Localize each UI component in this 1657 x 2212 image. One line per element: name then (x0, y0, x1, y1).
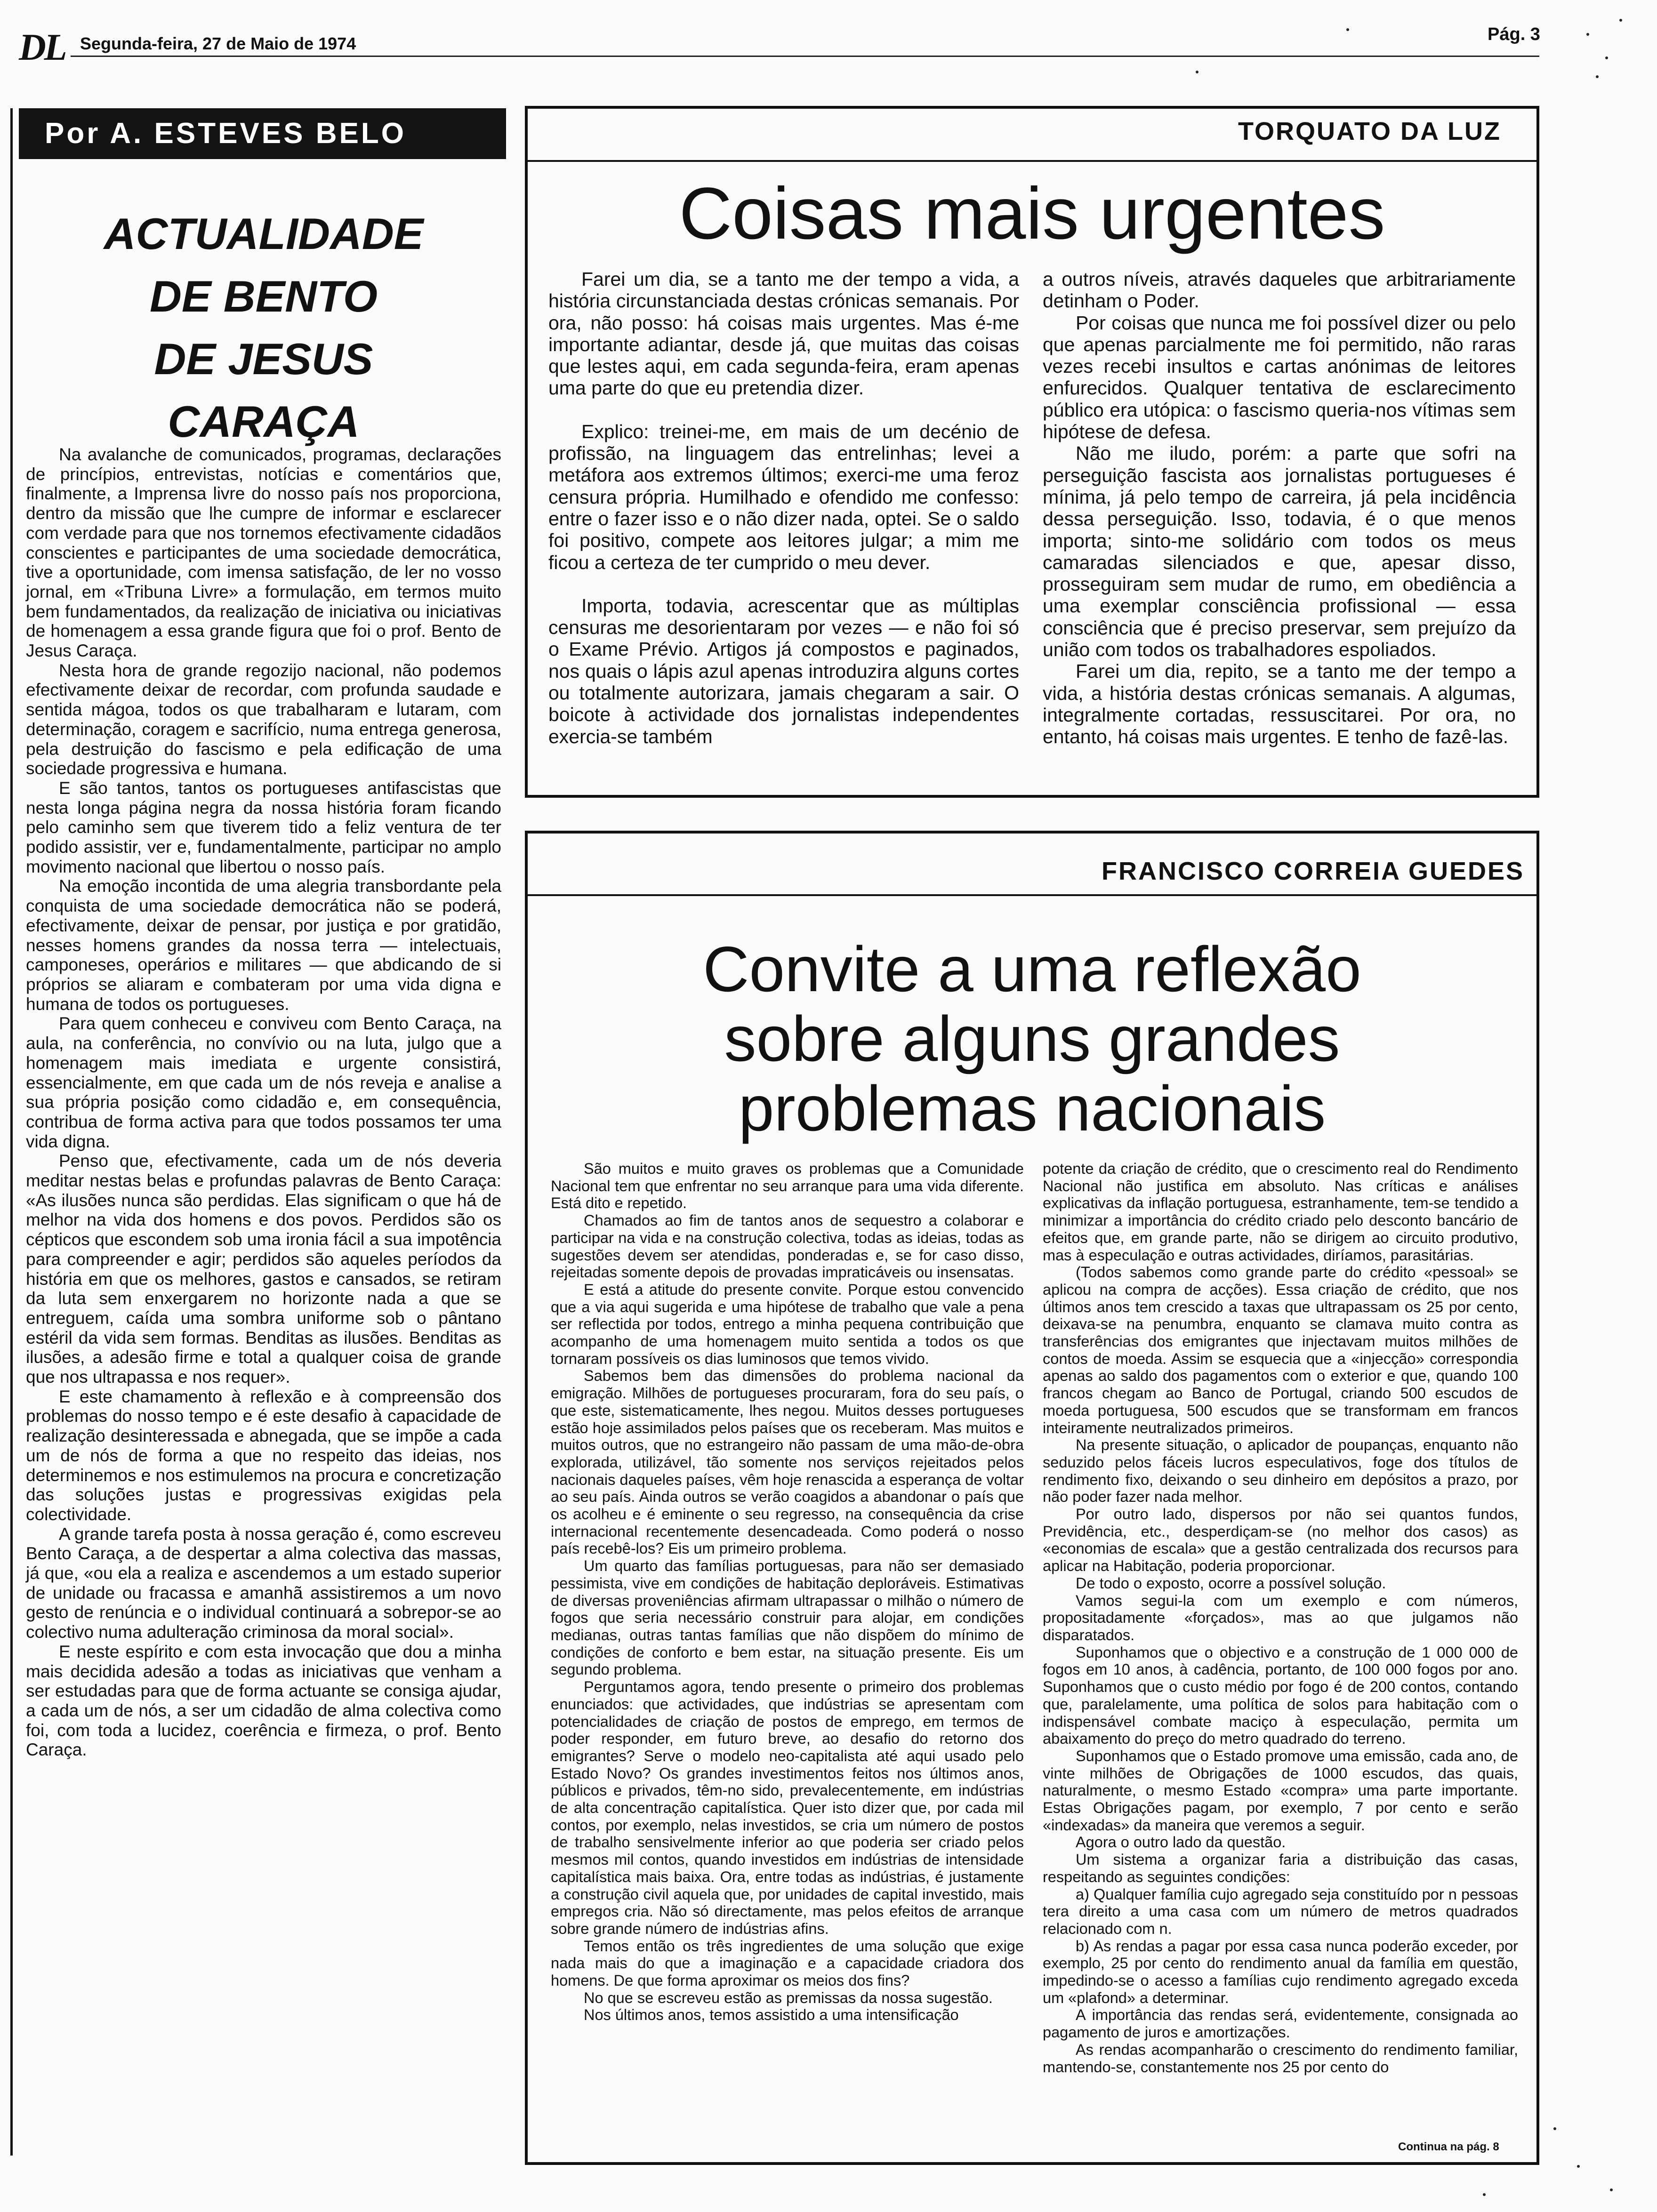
paragraph: a) Qualquer família cujo agregado seja constituído por n pessoas tera direito a uma casa com um número de metros quadrados relacionado com n. (1043, 1885, 1518, 1937)
paragraph: Importa, todavia, acrescentar que as múltiplas censuras me desorientaram por vezes — e não foi só o Exame Prévio. Artigos já compostos e paginados, nos quais o lápis azul apenas introduzira alguns cortes ou totalmente autorizara, jamais chegaram a sair. O boicote à actividade dos jornalistas independentes exercia-se também (548, 594, 1019, 747)
paragraph: A importância das rendas será, evidentemente, consignada ao pagamento de juros e amortizações. (1043, 2006, 1518, 2041)
paragraph: Na presente situação, o aplicador de poupanças, enquanto não seduzido pelos fáceis lucros especulativos, foge dos títulos de rendimento fixo, deixando o seu dinheiro em depósitos a prazo, por não poder fazer nada melhor. (1043, 1436, 1518, 1506)
issue-date: Segunda-feira, 27 de Maio de 1974 (80, 34, 356, 53)
title-line: problemas nacionais (738, 1073, 1326, 1144)
paragraph: Explico: treinei-me, em mais de um decénio de profissão, na linguagem das entrelinhas; levei a metáfora aos extremos últimos; exerci-me uma feroz censura própria. Humilhado e ofendido me confesso: entre o fazer isso e o não dizer nada, optei. Se o saldo foi positivo, compete aos leitores julgar; a mim me ficou a certeza de ter cumprido o meu dever. (548, 420, 1019, 573)
paragraph: Farei um dia, repito, se a tanto me der tempo a vida, a história destas crónicas semanais. A algumas, integralmente cortadas, ressuscitarei. Por ora, no entanto, há coisas mais urgentes. E tenho de fazê-las. (1043, 660, 1516, 748)
paragraph: Perguntamos agora, tendo presente o primeiro dos problemas enunciados: que actividades, que indústrias se apresentam com potencialidades de criação de postos de emprego, em termos de poder responder, em futuro breve, ao desafio do retorno dos emigrantes? Serve o modelo neo-capitalista até aqui usado pelo Estado Novo? Os grandes investimentos feitos nos últimos anos, públicos e privados, têm-no sido, prevalecentemente, em indústrias de alta concentração capitalística. Quer isto dizer que, por cada mil contos, por exemplo, nelas investidos, se cria um número de postos de trabalho sensivelmente inferior ao que poderia ser criado pelos mesmos mil contos, quando investidos em indústrias de intensidade capitalística mais baixa. Ora, entre todas as indústrias, é justamente a construção civil aquela que, por unidades de capital investido, mais empregos cria. Não só directamente, mas pelos efeitos de arranque sobre grande número de indústrias afins. (551, 1678, 1024, 1937)
paragraph: b) As rendas a pagar por essa casa nunca poderão exceder, por exemplo, 25 por cento do rendimento anual da família em questão, impedindo-se o acesso a famílias cujo rendimento agregado exceda um «plafond» a determinar. (1043, 1937, 1518, 2006)
paragraph: Por outro lado, dispersos por não sei quantos fundos, Previdência, etc., desperdiçam-se (no melhor dos casos) as «economias de escala» que a gestão centralizada dos recursos para aplicar na Habitação, poderia proporcionar. (1043, 1506, 1518, 1575)
bottom-article-rule (525, 894, 1539, 896)
title-line: ACTUALIDADE (104, 209, 424, 258)
paragraph: E este chamamento à reflexão e à compreensão dos problemas do nosso tempo e é este desafio à capacidade de realização desinteressada e abnegada, que se impõe a cada um de nós de forma a que no respeito das ideias, nos determinemos e nos estimulemos na procura e concretização das soluções justas e progressivas exigidas pela colectividade. (26, 1387, 501, 1524)
paragraph: E está a atitude do presente convite. Porque estou convencido que a via aqui sugerida e uma hipótese de trabalho que vale a pena ser reflectida por todos, entrego a minha pequena contribuição que acompanho de uma homenagem muito sentida a todos os que tornaram possíveis os dias luminosos que temos vivido. (551, 1281, 1024, 1367)
paragraph: (Todos sabemos como grande parte do crédito «pessoal» se aplicou na compra de acções). Essa criação de crédito, que nos últimos anos tem crescido a taxas que ultrapassam os 25 por cento, deixava-se na penumbra, enquanto se clamava muito contra as transferências dos emigrantes que injectavam muitos milhões de contos de moeda. Assim se esquecia que a «injecção» correspondia apenas ao saldo dos pagamentos com o exterior e que, quando 100 francos chegam ao Banco de Portugal, criando 500 escudos de moeda portuguesa, 500 escudos que se transformam em francos inteiramente neutralizados primeiros. (1043, 1264, 1518, 1436)
top-article-rule (525, 160, 1539, 162)
paragraph: Nos últimos anos, temos assistido a uma intensificação (584, 2006, 959, 2024)
paragraph: Sabemos bem das dimensões do problema nacional da emigração. Milhões de portugueses procuraram, fora do seu país, o que este, sistematicamente, lhes negou. Muitos desses portugueses estão hoje assimilados pelos países que os receberam. Mas muitos e muitos outros, que no estrangeiro não passam de uma mão-de-obra explorada, utilizável, tão somente nos serviços rejeitados pelos nacionais daqueles países, vêm hoje renascida a esperança de voltar ao seu país. Ainda outros se verão coagidos a abandonar o país que os acolheu e é eminente o seu regresso, na consequência da crise internacional recentemente desencadeada. Como poderá o nosso país recebê-los? Eis um primeiro problema. (551, 1367, 1024, 1557)
paragraph: Agora o outro lado da questão. (1076, 1834, 1286, 1851)
paragraph: Um quarto das famílias portuguesas, para não ser demasiado pessimista, vive em condições de habitação deploráveis. Estimativas de diversas proveniências afirmam ultrapassar o milhão o número de fogos que seria necessário construir para alojar, em condições medianas, outras tantas famílias que não dispõem do mínimo de condições de conforto e bem estar, na situação presente. Eis um segundo problema. (551, 1557, 1024, 1678)
paragraph: potente da criação de crédito, que o crescimento real do Rendimento Nacional não justifica em absoluto. Nas críticas e análises explicativas da inflação portuguesa, estranhamente, tem-se tendido a minimizar a importância do crédito criado pelo desconto bancário de efeitos que, em grande parte, não se dirigem ao circuito produtivo, mas à especulação e outras actividades, diríamos, parasitárias. (1043, 1160, 1518, 1264)
top-article-byline: TORQUATO DA LUZ (1238, 117, 1501, 145)
paragraph: Para quem conheceu e conviveu com Bento Caraça, na aula, na conferência, no convívio ou na luta, julgo que a homenagem mais imediata e urgente consistirá, essencialmente, em que cada um de nós reveja e analise a sua própria posição como cidadão e, em consequência, contribua de forma activa para que todos possamos ter uma vida digna. (26, 1014, 501, 1151)
paragraph: Penso que, efectivamente, cada um de nós deveria meditar nestas belas e profundas palavras de Bento Caraça: «As ilusões nunca são perdidas. Elas significam o que há de melhor na vida dos homens e dos povos. Perdidos são os cépticos que escondem sob uma ironia fácil a sua impotência para compreender e agir; perdidos são aqueles períodos da história em que os melhores, gastos e cansados, se retiram da luta sem enxergarem no horizonte nada a que se entreguem, caída uma sombra uniforme sob o pântano estéril da vida sem formas. Benditas as ilusões. Benditas as ilusões, a adesão firme e total a qualquer coisa de grande que nos ultrapassa e nos requer». (26, 1151, 501, 1387)
newspaper-logo: DL (19, 27, 65, 68)
left-byline-bar (19, 108, 506, 159)
paragraph: No que se escreveu estão as premissas da nossa sugestão. (584, 1989, 993, 2006)
paragraph: Não me iludo, porém: a parte que sofri na perseguição fascista aos jornalistas portugueses é mínima, já pelo tempo de carreira, já pela incidência dessa perseguição. Isso, todavia, é o que menos importa; sinto-me solidário com todos os meus camaradas silenciados e que, apesar disso, prosseguiram sem mudar de rumo, em obediência a uma exemplar consciência profissional — essa consciência que é preciso preservar, sem prejuízo da união com todos os trabalhadores espoliados. (1043, 442, 1516, 661)
title-line: CARAÇA (168, 397, 360, 446)
left-article-title (28, 202, 499, 453)
paragraph: Temos então os três ingredientes de uma solução que exige nada mais do que a imaginação e a capacidade criadora dos homens. De que forma aproximar os meios dos fins? (551, 1937, 1024, 1989)
paragraph: De todo o exposto, ocorre a possível solução. (1076, 1574, 1386, 1592)
paragraph: Suponhamos que o objectivo e a construção de 1 000 000 de fogos em 10 anos, à cadência, portanto, de 100 000 fogos por ano. Suponhamos que o custo médio por fogo é de 200 contos, contando que, paralelamente, uma política de solos para habitação com o indispensável combate maciço à especulação, permita um abaixamento do preço do metro quadrado do terreno. (1043, 1643, 1518, 1747)
paragraph: Na avalanche de comunicados, programas, declarações de princípios, entrevistas, notícias e comentários que, finalmente, a Imprensa livre do nosso país nos proporciona, dentro da missão que lhe cumpre de informar e esclarecer com verdade para que nos tornemos efectivamente cidadãos conscientes e participantes de uma sociedade democrática, tive a oportunidade, com imensa satisfação, de ler no vosso jornal, em «Tribuna Livre» a formulação, em termos muito bem fundamentados, da realização de iniciativa ou iniciativas de homenagem a essa grande figura que foi o prof. Bento de Jesus Caraça. (26, 445, 501, 661)
title-line: DE JESUS (154, 334, 373, 384)
paragraph: Suponhamos que o Estado promove uma emissão, cada ano, de vinte milhões de Obrigações de 1000 escudos, das quais, naturalmente, o mesmo Estado «compra» uma parte importante. Estas Obrigações pagam, por exemplo, 7 por cento e serão «indexadas» da maneira que veremos a seguir. (1043, 1747, 1518, 1834)
page-number: Pág. 3 (1488, 24, 1540, 44)
paragraph: Na emoção incontida de uma alegria transbordante pela conquista de uma sociedade democrática não se poderá, efectivamente, deixar de pensar, por justiça e por gratidão, nesses homens grandes da nossa terra — intelectuais, camponeses, operários e militares — que abdicando de si próprios se aliaram e combateram por uma vida digna e humana de todos os portugueses. (26, 876, 501, 1014)
title-line: sobre alguns grandes (724, 1003, 1340, 1074)
paragraph: E neste espírito e com esta invocação que dou a minha mais decidida adesão a todas as iniciativas que venham a ser estudadas para que de forma actuante se consiga ajudar, a cada um de nós, a ser um cidadão de alma colectiva como foi, com toda a lucidez, coerência e firmeza, o prof. Bento Caraça. (26, 1642, 501, 1760)
header-rule (71, 56, 1539, 57)
title-line: Convite a uma reflexão (703, 933, 1361, 1005)
paragraph: A grande tarefa posta à nossa geração é, como escreveu Bento Caraça, a de despertar a alma colectiva das massas, já que, «ou ela a realiza e ascendemos a um estado superior de unidade ou fracassa e amanhã assistiremos a um novo gesto de renúncia e o individual continuará a sobrepor-se ao colectivo numa adulteração criminosa da moral social». (26, 1524, 501, 1642)
title-line: DE BENTO (150, 272, 378, 321)
paragraph: Nesta hora de grande regozijo nacional, não podemos efectivamente deixar de recordar, com profunda saudade e sentida mágoa, todos os que trabalharam e lutaram, com determinação, coragem e sacrifício, numa entrega generosa, pela destruição do fascismo e pela edificação de uma sociedade progressiva e humana. (26, 660, 501, 778)
paragraph: a outros níveis, através daqueles que arbitrariamente detinham o Poder. (1043, 268, 1516, 312)
paragraph: Por coisas que nunca me foi possível dizer ou pelo que apenas parcialmente me foi permitido, não raras vezes recebi insultos e cartas anónimas de leitores enfurecidos. Qualquer tentativa de esclarecimento público era utópica: o fascismo queria-nos vítimas sem hipótese de defesa. (1043, 312, 1516, 443)
top-article-title: Coisas mais urgentes (679, 173, 1385, 255)
paragraph: E são tantos, tantos os portugueses antifascistas que nesta longa página negra da nossa história foram ficando pelo caminho sem que tiverem tido a feliz ventura de ter podido assistir, ver e, fundamentalmente, participar no amplo movimento nacional que libertou o nosso país. (26, 778, 501, 876)
top-article-column-2 (1043, 268, 1516, 748)
bottom-article-column-2 (1043, 1160, 1518, 2076)
paragraph: Um sistema a organizar faria a distribuição das casas, respeitando as seguintes condições: (1043, 1851, 1518, 1885)
paragraph: São muitos e muito graves os problemas que a Comunidade Nacional tem que enfrentar no seu arranque para uma vida diferente. Está dito e repetido. (551, 1160, 1024, 1212)
continued-note: Continua na pág. 8 (1398, 2140, 1499, 2153)
left-article-body (26, 445, 501, 1760)
paragraph: Vamos segui-la com um exemplo e com números, propositadamente «forçados», mas ao que julgamos não disparatados. (1043, 1592, 1518, 1643)
paragraph: Chamados ao fim de tantos anos de sequestro a colaborar e participar na vida e na construção colectiva, todas as ideias, todas as sugestões devem ser atendidas, ponderadas e, se for caso disso, rejeitadas somente depois de provadas impraticáveis ou insensatas. (551, 1212, 1024, 1281)
paragraph: As rendas acompanharão o crescimento do rendimento familiar, mantendo-se, constantemente nos 25 por cento do (1043, 2041, 1518, 2076)
left-article-byline: Por A. ESTEVES BELO (45, 117, 406, 150)
paragraph: Farei um dia, se a tanto me der tempo a vida, a história circunstanciada destas crónicas semanais. Por ora, não posso: há coisas mais urgentes. Mas é-me importante adiantar, desde já, que muitas das coisas que lestes aqui, em cada segunda-feira, eram apenas uma parte do que eu pretendia dizer. (548, 268, 1019, 399)
bottom-article-column-1 (551, 1160, 1024, 2024)
top-article-column-1 (548, 268, 1019, 747)
bottom-article-title (525, 934, 1539, 1143)
bottom-article-byline: FRANCISCO CORREIA GUEDES (1102, 857, 1525, 885)
